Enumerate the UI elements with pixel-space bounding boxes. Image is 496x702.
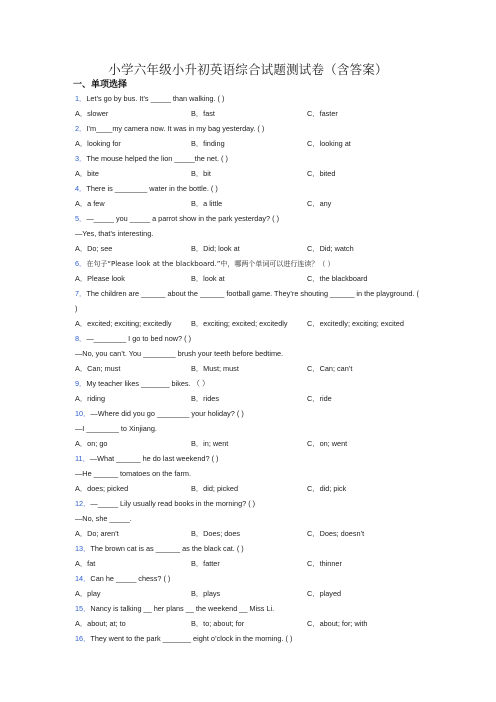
option-b[interactable]: B．plays — [191, 589, 221, 598]
dialogue-line — [75, 421, 420, 436]
option-c[interactable]: C．played — [307, 589, 342, 598]
option-c[interactable]: C．thinner — [307, 559, 342, 568]
option-b[interactable]: B．Did; look at — [191, 244, 240, 253]
question-text: Can he _____ chess? ( ) — [90, 574, 171, 583]
question-text: I’m____my camera now. It was in my bag yesterday. ( ) — [86, 124, 265, 133]
option-c[interactable]: C．Did; watch — [307, 244, 354, 253]
option-c[interactable]: C．did; pick — [307, 484, 347, 493]
option-a[interactable]: A．Please look — [75, 274, 125, 283]
question-text: They went to the park _______ eight o’clock in the morning. ( ) — [90, 634, 293, 643]
option-a[interactable]: A．on; go — [75, 439, 108, 448]
option-b[interactable]: B．finding — [191, 139, 225, 148]
option-a[interactable]: A．play — [75, 589, 101, 598]
options-row — [75, 616, 420, 631]
option-a[interactable]: A．Do; aren’t — [75, 529, 119, 538]
option-c[interactable]: C．looking at — [307, 139, 351, 148]
question-stem — [75, 121, 420, 136]
option-b[interactable]: B．Must; must — [191, 364, 239, 373]
option-c[interactable]: C．about; for; with — [307, 619, 368, 628]
question-stem — [75, 541, 420, 556]
question-text: The mouse helped the lion _____the net. ( ) — [86, 154, 228, 163]
option-a[interactable]: A．does; picked — [75, 484, 129, 493]
option-c[interactable]: C．faster — [307, 109, 338, 118]
option-c[interactable]: C．on; went — [307, 439, 348, 448]
question-stem — [75, 331, 420, 346]
question-number: 2． — [75, 124, 87, 133]
question-stem — [75, 181, 420, 196]
option-b[interactable]: B．in; went — [191, 439, 229, 448]
question-text: —_____ Lily usually read books in the morning? ( ) — [90, 499, 256, 508]
question-number: 1． — [75, 94, 87, 103]
question-stem — [75, 151, 420, 166]
question-text: My teacher likes _______ bikes. （ ） — [86, 379, 210, 388]
option-a[interactable]: A．Can; must — [75, 364, 121, 373]
question-text: The brown cat is as ______ as the black cat. ( ) — [90, 544, 244, 553]
question-text: —Where did you go ________ your holiday? ( ) — [90, 409, 244, 418]
options-row — [75, 586, 420, 601]
question-text: 在句子“Please look at the blackboard.”中，哪两个单词可以进行连读？（ ） — [86, 260, 335, 268]
option-b[interactable]: B．a little — [191, 199, 223, 208]
option-b[interactable]: B．bit — [191, 169, 211, 178]
question-stem — [75, 631, 420, 646]
dialogue-line — [75, 511, 420, 526]
question-number: 4． — [75, 184, 87, 193]
question-list — [75, 91, 420, 646]
question-stem — [75, 601, 420, 616]
option-b[interactable]: B．did; picked — [191, 484, 239, 493]
question-number: 11． — [75, 454, 90, 463]
option-c[interactable]: C．the blackboard — [307, 274, 368, 283]
dialogue-text: —He ______ tomatoes on the farm. — [75, 469, 192, 478]
dialogue-text: —Yes, that’s interesting. — [75, 229, 154, 238]
option-a[interactable]: A．fat — [75, 559, 96, 568]
question-text: Nancy is talking __ her plans __ the weekend __ Miss Li. — [90, 604, 275, 613]
question-number: 6． — [75, 259, 87, 268]
option-a[interactable]: A．looking for — [75, 139, 121, 148]
question-text: The children are ______ about the ______ football game. They’re shouting ______ in the playground. ( ) — [75, 289, 419, 313]
question-number: 13． — [75, 544, 91, 553]
question-stem — [75, 571, 420, 586]
option-c[interactable]: C．Does; doesn’t — [307, 529, 365, 538]
option-c[interactable]: C．any — [307, 199, 332, 208]
option-a[interactable]: A．Do; see — [75, 244, 113, 253]
options-row — [75, 136, 420, 151]
option-b[interactable]: B．to; about; for — [191, 619, 245, 628]
options-row — [75, 436, 420, 451]
question-stem — [75, 286, 420, 316]
question-number: 8． — [75, 334, 87, 343]
question-stem — [75, 376, 420, 391]
dialogue-text: —No, she _____. — [75, 514, 132, 523]
question-stem — [75, 406, 420, 421]
section-heading: 一、单项选择 — [73, 80, 128, 90]
question-number: 12． — [75, 499, 91, 508]
options-row — [75, 241, 420, 256]
option-b[interactable]: B．exciting; excited; excitedly — [191, 319, 288, 328]
options-row — [75, 271, 420, 286]
options-row — [75, 526, 420, 541]
question-stem — [75, 256, 420, 271]
option-a[interactable]: A．slower — [75, 109, 109, 118]
question-text: Let’s go by bus. It’s _____ than walking. ( ) — [86, 94, 225, 103]
option-c[interactable]: C．ride — [307, 394, 332, 403]
option-b[interactable]: B．fatter — [191, 559, 220, 568]
question-stem — [75, 451, 420, 466]
question-number: 14． — [75, 574, 91, 583]
dialogue-text: —I ________ to Xinjiang. — [75, 424, 157, 433]
dialogue-line — [75, 346, 420, 361]
question-number: 9． — [75, 379, 87, 388]
page-title: 小学六年级小升初英语综合试题测试卷（含答案） — [108, 62, 388, 77]
options-row — [75, 316, 420, 331]
option-b[interactable]: B．Does; does — [191, 529, 241, 538]
option-a[interactable]: A．riding — [75, 394, 106, 403]
question-stem — [75, 211, 420, 226]
options-row — [75, 196, 420, 211]
option-b[interactable]: B．fast — [191, 109, 215, 118]
question-number: 10． — [75, 409, 91, 418]
option-c[interactable]: C．bited — [307, 169, 336, 178]
question-stem — [75, 91, 420, 106]
option-b[interactable]: B．look at — [191, 274, 225, 283]
option-a[interactable]: A．about; at; to — [75, 619, 126, 628]
dialogue-line — [75, 466, 420, 481]
question-number: 5． — [75, 214, 87, 223]
option-b[interactable]: B．rides — [191, 394, 219, 403]
question-number: 16． — [75, 634, 91, 643]
options-row — [75, 556, 420, 571]
question-text: —_____ you _____ a parrot show in the park yesterday? ( ) — [86, 214, 280, 223]
options-row — [75, 391, 420, 406]
question-text: There is ________ water in the bottle. ( ) — [86, 184, 218, 193]
question-text: —________ I go to bed now? ( ) — [86, 334, 192, 343]
options-row — [75, 361, 420, 376]
question-number: 3． — [75, 154, 87, 163]
option-c[interactable]: C．excitedly; exciting; excited — [307, 319, 404, 328]
dialogue-text: —No, you can’t. You ________ brush your teeth before bedtime. — [75, 349, 284, 358]
option-a[interactable]: A．excited; exciting; excitedly — [75, 319, 172, 328]
option-c[interactable]: C．Can; can’t — [307, 364, 353, 373]
option-a[interactable]: A．bite — [75, 169, 99, 178]
option-a[interactable]: A．a few — [75, 199, 105, 208]
question-number: 7． — [75, 289, 87, 298]
options-row — [75, 166, 420, 181]
options-row — [75, 106, 420, 121]
dialogue-line — [75, 226, 420, 241]
options-row — [75, 481, 420, 496]
question-number: 15． — [75, 604, 91, 613]
question-stem — [75, 496, 420, 511]
question-text: —What ______ he do last weekend? ( ) — [89, 454, 219, 463]
